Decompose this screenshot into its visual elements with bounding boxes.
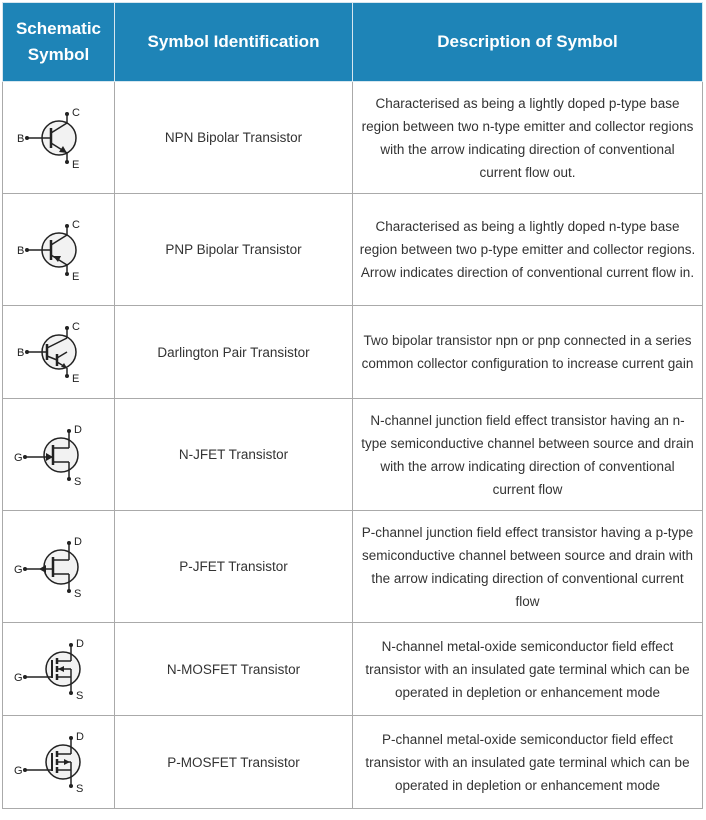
terminal-label: D <box>75 638 84 650</box>
symbol-description: N-channel metal-oxide semiconductor field effect transistor with an insulated gate terminal which can be operated in depletion or enhancement mode <box>353 623 703 716</box>
n-jfet-icon <box>9 415 109 495</box>
terminal-label: E <box>71 270 79 283</box>
symbol-cell <box>3 399 115 511</box>
terminal-label: C <box>71 218 80 231</box>
symbol-description: Characterised as being a lightly doped p-type base region between two n-type emitter and collector regions with the arrow indicating direction of conventional current flow out. <box>353 82 703 194</box>
symbol-description: Characterised as being a lightly doped n-type base region between two p-type emitter and collector regions. Arrow indicates direction of conventional current flow in. <box>353 194 703 306</box>
header-schematic-symbol: Schematic Symbol <box>3 3 115 82</box>
symbol-cell <box>3 623 115 716</box>
terminal-label: C <box>71 321 80 333</box>
terminal-label: B <box>16 132 24 145</box>
symbol-name: N-JFET Transistor <box>115 399 353 511</box>
terminal-label: S <box>75 690 83 702</box>
table-row <box>3 399 703 511</box>
transistor-symbols-table <box>2 2 703 809</box>
symbol-name: PNP Bipolar Transistor <box>115 194 353 306</box>
symbol-cell <box>3 511 115 623</box>
table-row <box>3 194 703 306</box>
symbols-table-container <box>2 2 702 809</box>
terminal-label: G <box>13 765 23 777</box>
table-row <box>3 306 703 399</box>
symbol-name: Darlington Pair Transistor <box>115 306 353 399</box>
p-mosfet-icon <box>9 722 109 802</box>
terminal-label: G <box>13 563 23 576</box>
symbol-name: P-MOSFET Transistor <box>115 716 353 809</box>
terminal-label: B <box>16 347 24 359</box>
symbol-name: P-JFET Transistor <box>115 511 353 623</box>
table-row <box>3 716 703 809</box>
terminal-label: B <box>16 244 24 257</box>
symbol-description: P-channel junction field effect transistor having a p-type semiconductive channel between source and drain with the arrow indicating direction of conventional current flow <box>353 511 703 623</box>
symbol-description: Two bipolar transistor npn or pnp connected in a series common collector configuration to increase current gain <box>353 306 703 399</box>
header-description: Description of Symbol <box>353 3 703 82</box>
terminal-label: S <box>73 475 81 488</box>
npn-transistor-icon <box>9 98 109 178</box>
symbol-cell <box>3 306 115 399</box>
table-row <box>3 623 703 716</box>
darlington-pair-icon <box>9 312 109 392</box>
p-jfet-icon <box>9 527 109 607</box>
symbol-description: N-channel junction field effect transistor having an n-type semiconductive channel between source and drain with the arrow indicating direction of conventional current flow <box>353 399 703 511</box>
terminal-label: S <box>73 587 81 600</box>
terminal-label: E <box>71 158 79 171</box>
pnp-transistor-icon <box>9 210 109 290</box>
table-row <box>3 511 703 623</box>
terminal-label: D <box>73 535 82 548</box>
terminal-label: D <box>75 731 84 743</box>
terminal-label: S <box>75 783 83 795</box>
terminal-label: D <box>73 423 82 436</box>
symbol-cell <box>3 194 115 306</box>
terminal-label: E <box>71 373 79 385</box>
table-header-row <box>3 3 703 82</box>
symbol-name: N-MOSFET Transistor <box>115 623 353 716</box>
terminal-label: G <box>13 451 23 464</box>
symbol-cell <box>3 716 115 809</box>
table-row <box>3 82 703 194</box>
symbol-description: P-channel metal-oxide semiconductor field effect transistor with an insulated gate terminal which can be operated in depletion or enhancement mode <box>353 716 703 809</box>
symbol-name: NPN Bipolar Transistor <box>115 82 353 194</box>
header-symbol-identification: Symbol Identification <box>115 3 353 82</box>
terminal-label: C <box>71 106 80 119</box>
terminal-label: G <box>13 672 23 684</box>
symbol-cell <box>3 82 115 194</box>
n-mosfet-icon <box>9 629 109 709</box>
